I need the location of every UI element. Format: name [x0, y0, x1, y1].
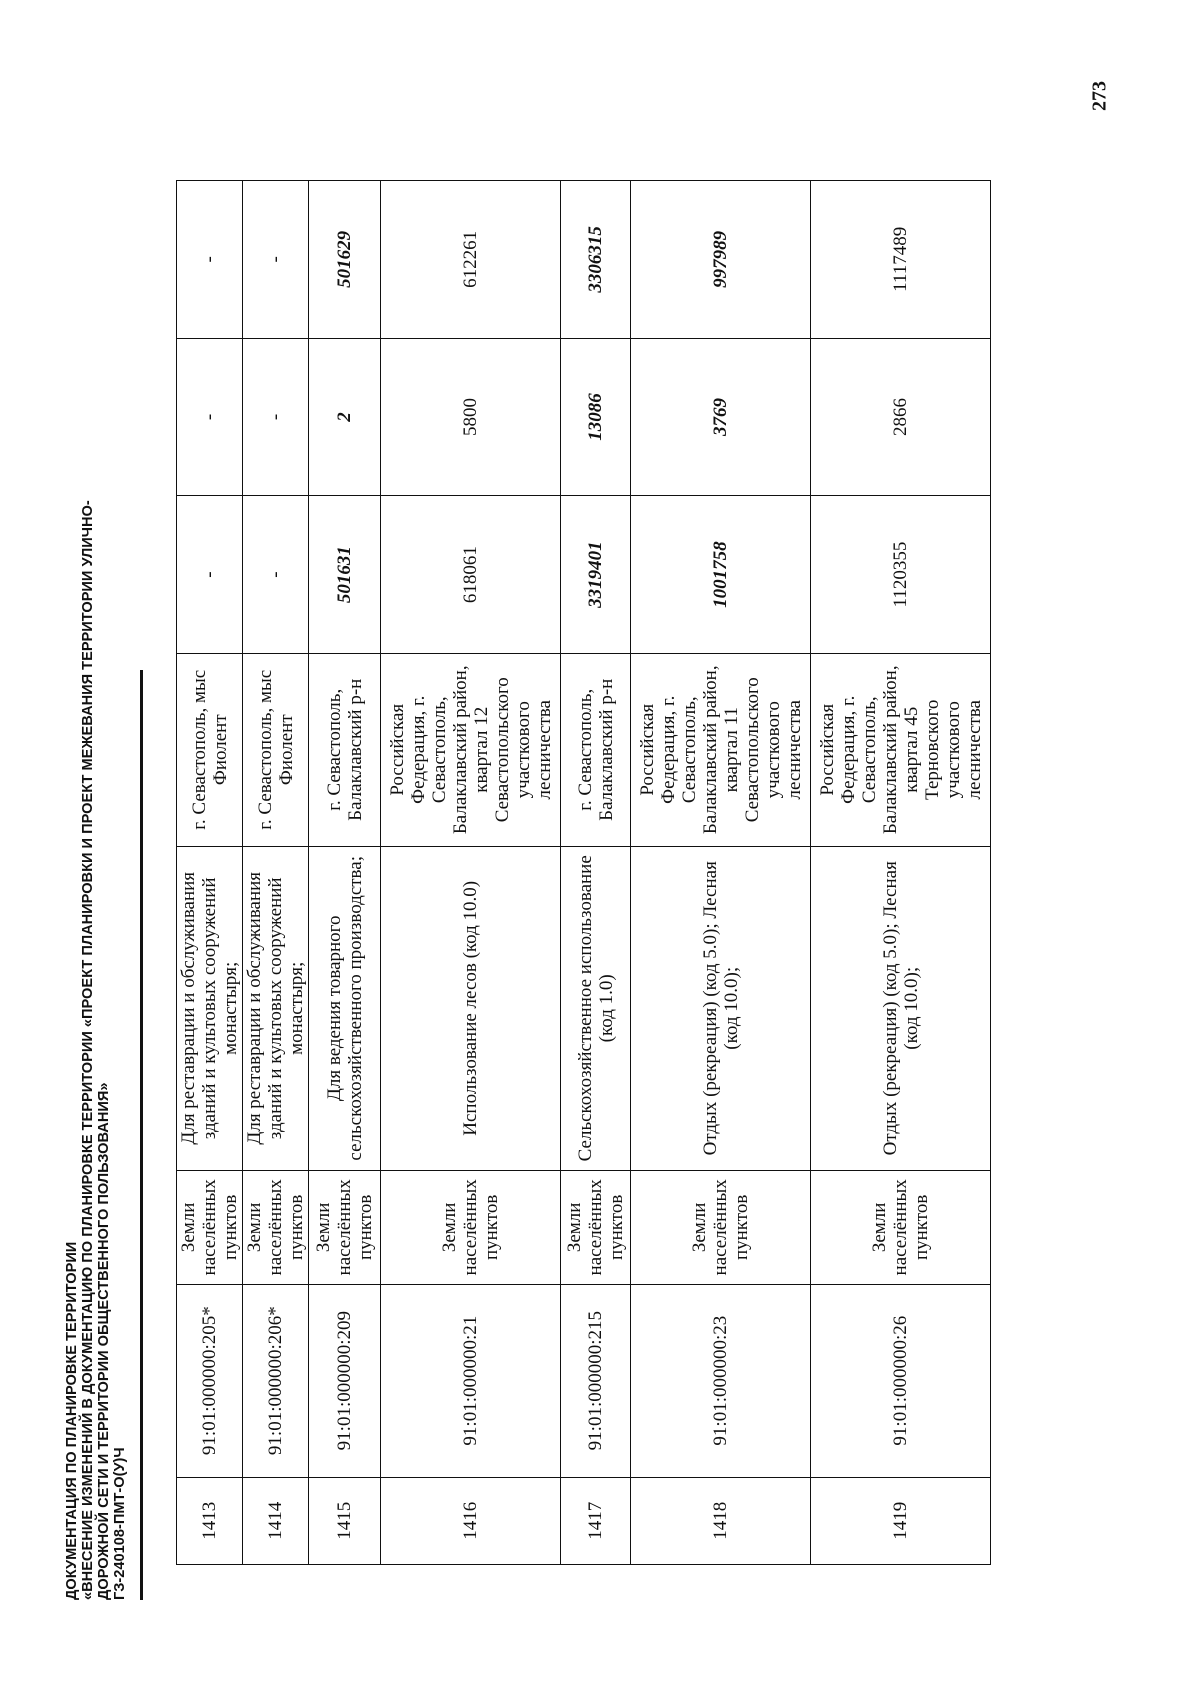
row-number: 1419: [811, 1477, 991, 1564]
cadastral-number: 91:01:000000:215: [561, 1284, 631, 1477]
table-row: [243, 181, 309, 1565]
permitted-use: Сельскохозяйственное использование (код 1.0): [561, 846, 631, 1170]
address: Российская Федерация, г. Севастополь, Балаклавский район, квартал 45 Терновского участкового лесничества: [811, 653, 991, 846]
value-2: 2: [309, 338, 381, 496]
permitted-use: Использование лесов (код 10.0): [381, 846, 561, 1170]
cadastral-number: 91:01:000000:26: [811, 1284, 991, 1477]
cadastral-number: 91:01:000000:205*: [177, 1284, 243, 1477]
value-3: 501629: [309, 181, 381, 339]
value-2: 13086: [561, 338, 631, 496]
header-line-3: ДОРОЖНОЙ СЕТИ И ТЕРРИТОРИИ ОБЩЕСТВЕННОГО ПОЛЬЗОВАНИЯ»: [96, 1082, 112, 1600]
value-2: 2866: [811, 338, 991, 496]
page-number: 273: [1088, 81, 1111, 111]
land-category: Земли населённых пунктов: [309, 1170, 381, 1284]
row-number: 1416: [381, 1477, 561, 1564]
value-3: -: [243, 181, 309, 339]
address: Российская Федерация, г. Севастополь, Балаклавский район, квартал 11 Севастопольского участкового лесничества: [631, 653, 811, 846]
table-row: [631, 181, 811, 1565]
value-2: -: [177, 338, 243, 496]
header-line-4: ГЗ-240108-ПМТ-О(У)Ч: [112, 1447, 128, 1600]
table-row: [309, 181, 381, 1565]
address: г. Севастополь, Балаклавский р-н: [561, 653, 631, 846]
permitted-use: Для реставрации и обслуживания зданий и культовых сооружений монастыря;: [243, 846, 309, 1170]
value-1: 501631: [309, 496, 381, 654]
header-line-1: ДОКУМЕНТАЦИЯ ПО ПЛАНИРОВКЕ ТЕРРИТОРИИ: [64, 1241, 80, 1600]
land-category: Земли населённых пунктов: [381, 1170, 561, 1284]
land-category: Земли населённых пунктов: [177, 1170, 243, 1284]
land-category: Земли населённых пунктов: [811, 1170, 991, 1284]
address: г. Севастополь, мыс Фиолент: [177, 653, 243, 846]
value-2: 3769: [631, 338, 811, 496]
row-number: 1413: [177, 1477, 243, 1564]
address: г. Севастополь, мыс Фиолент: [243, 653, 309, 846]
value-3: 1117489: [811, 181, 991, 339]
cadastral-number: 91:01:000000:206*: [243, 1284, 309, 1477]
row-number: 1414: [243, 1477, 309, 1564]
table-row: [811, 181, 991, 1565]
value-1: -: [177, 496, 243, 654]
permitted-use: Отдых (рекреация) (код 5.0); Лесная (код 10.0);: [811, 846, 991, 1170]
value-3: 997989: [631, 181, 811, 339]
address: Российская Федерация, г. Севастополь, Балаклавский район, квартал 12 Севастопольского участкового лесничества: [381, 653, 561, 846]
land-category: Земли населённых пунктов: [631, 1170, 811, 1284]
value-3: -: [177, 181, 243, 339]
value-3: 612261: [381, 181, 561, 339]
address: г. Севастополь, Балаклавский р-н: [309, 653, 381, 846]
table-row: [381, 181, 561, 1565]
cadastral-number: 91:01:000000:23: [631, 1284, 811, 1477]
rotated-content: [64, 160, 1064, 1600]
value-1: 1001758: [631, 496, 811, 654]
cadastral-number: 91:01:000000:209: [309, 1284, 381, 1477]
value-1: 3319401: [561, 496, 631, 654]
value-3: 3306315: [561, 181, 631, 339]
value-2: -: [243, 338, 309, 496]
document-header: [64, 500, 128, 1600]
table-row: [177, 181, 243, 1565]
permitted-use: Для реставрации и обслуживания зданий и культовых сооружений монастыря;: [177, 846, 243, 1170]
value-1: 618061: [381, 496, 561, 654]
land-plots-table: [176, 180, 991, 1565]
value-1: -: [243, 496, 309, 654]
value-1: 1120355: [811, 496, 991, 654]
table-row: [561, 181, 631, 1565]
header-rule: [140, 670, 143, 1600]
row-number: 1415: [309, 1477, 381, 1564]
cadastral-number: 91:01:000000:21: [381, 1284, 561, 1477]
row-number: 1418: [631, 1477, 811, 1564]
value-2: 5800: [381, 338, 561, 496]
permitted-use: Отдых (рекреация) (код 5.0); Лесная (код 10.0);: [631, 846, 811, 1170]
land-category: Земли населённых пунктов: [243, 1170, 309, 1284]
header-line-2: «ВНЕСЕНИЕ ИЗМЕНЕНИЙ В ДОКУМЕНТАЦИЮ ПО ПЛАНИРОВКЕ ТЕРРИТОРИИ «ПРОЕКТ ПЛАНИРОВКИ И ПРОЕКТ МЕЖЕВАНИЯ ТЕРРИТОРИИ УЛИЧНО-: [80, 500, 96, 1600]
row-number: 1417: [561, 1477, 631, 1564]
permitted-use: Для ведения товарного сельскохозяйственного производства;: [309, 846, 381, 1170]
land-category: Земли населённых пунктов: [561, 1170, 631, 1284]
